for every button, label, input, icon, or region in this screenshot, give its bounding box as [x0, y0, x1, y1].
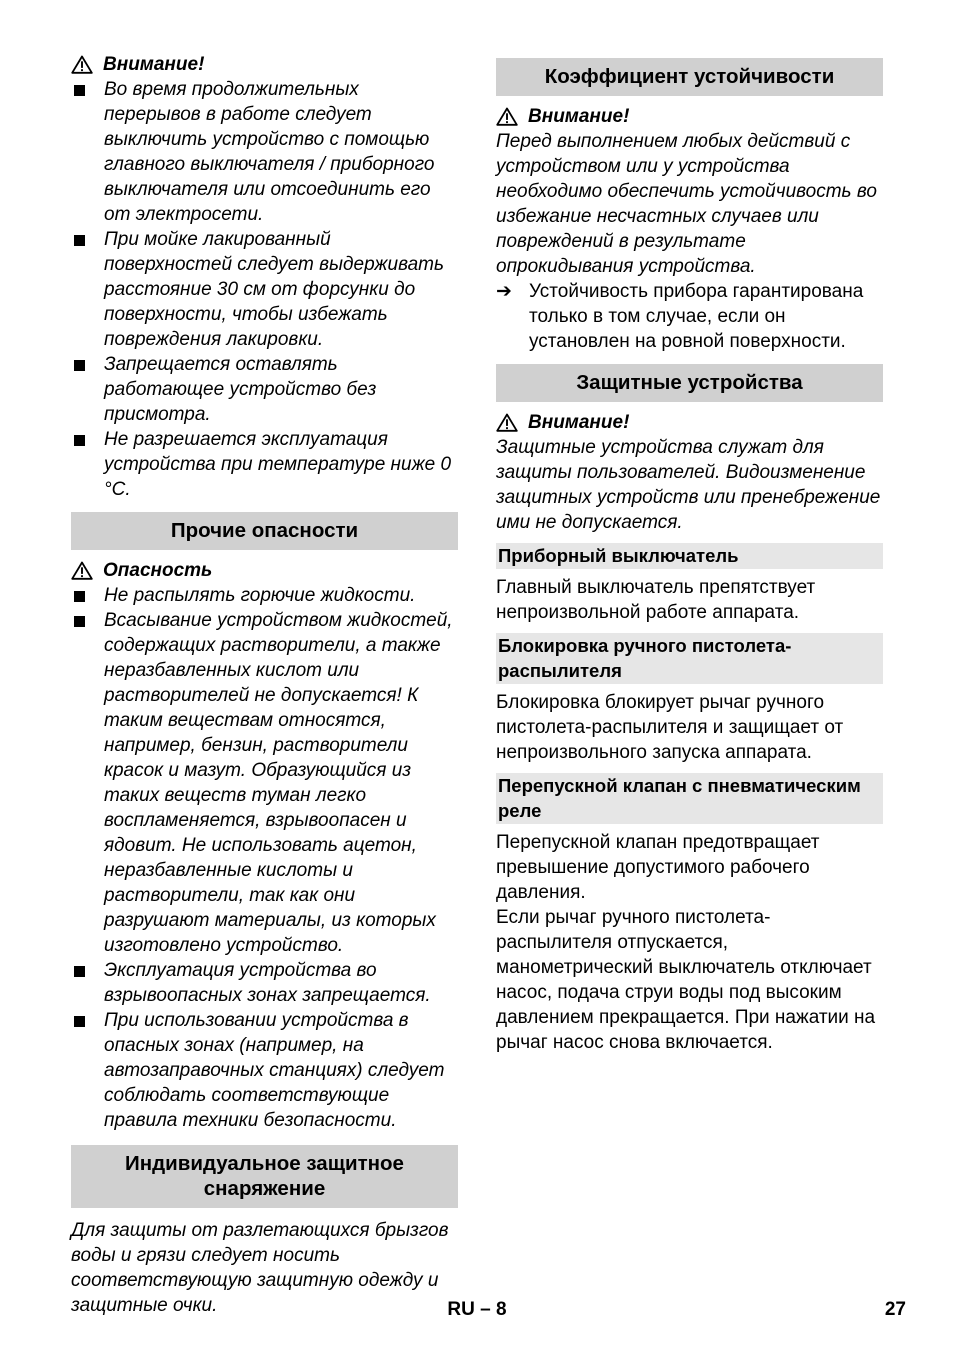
- section-title-stability: Коэффициент устойчивости: [496, 58, 883, 96]
- subsection-title-gun-lock: Блокировка ручного пистолета-распылителя: [496, 633, 883, 684]
- warning-triangle-icon: [496, 107, 518, 126]
- list-item: Не разрешается эксплуатация устройства при температуре ниже 0 °C.: [71, 427, 458, 502]
- page-number: 27: [884, 1299, 906, 1320]
- right-column: [496, 52, 883, 1055]
- subsection-title-overflow-valve: Перепускной клапан с пневматическим реле: [496, 773, 883, 824]
- danger-list: [71, 583, 458, 1133]
- overflow-valve-text-2: Если рычаг ручного пистолета-распылителя отпускается, манометрический выключатель отключает насос, подача струи воды под высоким давлением прекращается. При нажатии на рычаг насос снова включается.: [496, 907, 876, 1053]
- ppe-text: Для защиты от разлетающихся брызгов воды и грязи следует носить соответствующую защитную одежду и защитные очки.: [71, 1220, 449, 1316]
- warning-list: [71, 77, 458, 502]
- list-item: Всасывание устройством жидкостей, содержащих растворители, а также неразбавленных кислот или растворителей не допускается! К таким веществам относятся, например, бензин, растворители красок и мазут. Образующийся из таких веществ туман легко воспламеняется, взрывоопасен и ядовит. Не использовать ацетон, неразбавленные кислоты и растворители, так как они разрушают материалы, из которых изготовлено устройство.: [71, 608, 458, 958]
- stability-text: Перед выполнением любых действий с устройством или у устройства необходимо обеспечить устойчивость во избежание несчастных случаев или повреждений в результате опрокидывания устройства.: [496, 131, 877, 277]
- warning-triangle-icon: [71, 55, 93, 74]
- list-item: Запрещается оставлять работающее устройство без присмотра.: [71, 352, 458, 427]
- overflow-valve-text-1: Перепускной клапан предотвращает превышение допустимого рабочего давления.: [496, 832, 820, 903]
- warning-heading: Внимание!: [496, 410, 883, 435]
- danger-heading: Опасность: [71, 558, 458, 583]
- warning-triangle-icon: [71, 561, 93, 580]
- section-title-other-dangers: Прочие опасности: [71, 512, 458, 550]
- arrow-note: [496, 279, 883, 354]
- left-column: [71, 52, 458, 1318]
- safety-devices-text: Защитные устройства служат для защиты пользователей. Видоизменение защитных устройств или пренебрежение ими не допускается.: [496, 437, 881, 533]
- list-item: Не распылять горючие жидкости.: [71, 583, 458, 608]
- warning-heading: Внимание!: [496, 104, 883, 129]
- warning-triangle-icon: [496, 413, 518, 432]
- arrow-right-icon: ➔: [496, 281, 512, 302]
- gun-lock-text: Блокировка блокирует рычаг ручного пистолета-распылителя и защищает от непроизвольного запуска аппарата.: [496, 692, 844, 763]
- section-title-ppe: Индивидуальное защитное снаряжение: [71, 1145, 458, 1208]
- arrow-note-text: Устойчивость прибора гарантирована только в том случае, если он установлен на ровной поверхности.: [529, 281, 864, 352]
- list-item: При использовании устройства в опасных зонах (например, на автозаправочных станциях) следует соблюдать соответствующие правила техники безопасности.: [71, 1008, 458, 1133]
- list-item: Эксплуатация устройства во взрывоопасных зонах запрещается.: [71, 958, 458, 1008]
- footer-label: RU – 8: [447, 1299, 507, 1320]
- section-title-safety-devices: Защитные устройства: [496, 364, 883, 402]
- list-item: Во время продолжительных перерывов в работе следует выключить устройство с помощью главного выключателя / приборного выключателя или отсоединить его от электросети.: [71, 77, 458, 227]
- subsection-title-device-switch: Приборный выключатель: [496, 543, 883, 569]
- list-item: При мойке лакированный поверхностей следует выдерживать расстояние 30 см от форсунки до поверхности, чтобы избежать повреждения лакировки.: [71, 227, 458, 352]
- device-switch-text: Главный выключатель препятствует непроизвольной работе аппарата.: [496, 577, 816, 623]
- warning-heading: Внимание!: [71, 52, 458, 77]
